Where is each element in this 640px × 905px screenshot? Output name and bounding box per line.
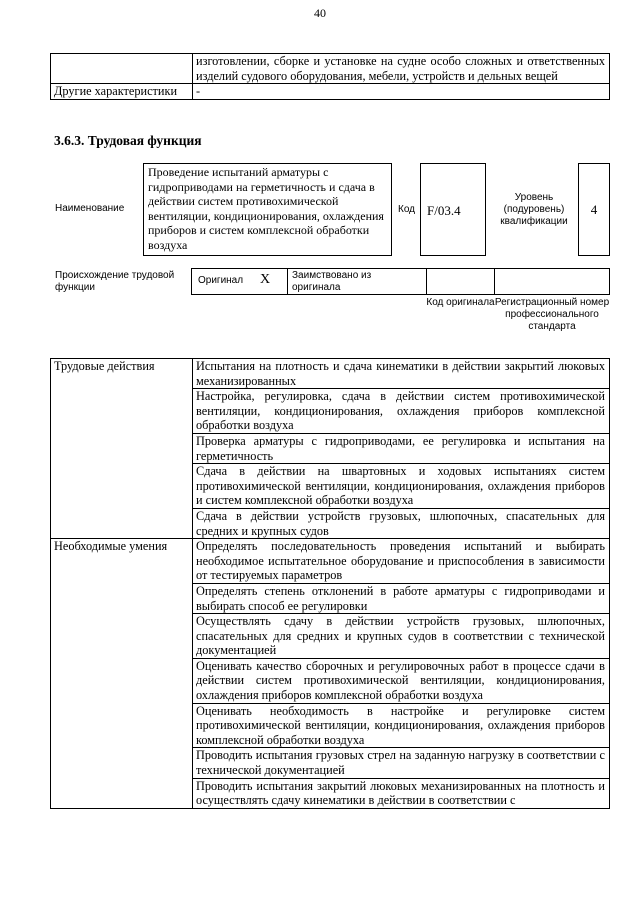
required-skill-item: Осуществлять сдачу в действии устройств грузовых, шлюпочных, спасательных для средних и крупных судов в соответствии с технической документацией [193, 614, 610, 659]
labor-action-item: Испытания на плотность и сдача кинематики в действии закрытий люковых механизированных [193, 359, 610, 389]
labor-action-item: Настройка, регулировка, сдача в действии систем противохимической вентиляции, кондиционирования, охлаждения приборов комплексной обработки воздуха [193, 389, 610, 434]
required-skill-label: Необходимые умения [51, 539, 193, 809]
other-characteristics-label: Другие характеристики [51, 84, 193, 100]
characteristics-table [50, 53, 610, 100]
code-label: Код [398, 204, 416, 215]
table-row [51, 54, 610, 84]
required-skill-item: Оценивать качество сборочных и регулировочных работ в процессе сдачи в действии систем противохимической вентиляции, кондиционирования, охлаждения приборов комплексной обработки воздуха [193, 658, 610, 703]
level-label: Уровень (подуровень) квалификации [500, 192, 568, 227]
original-label: Оригинал [198, 275, 244, 286]
borrowed-label: Заимствовано из оригинала [287, 268, 427, 295]
qualification-level: 4 [578, 163, 610, 256]
labor-action-item: Проверка арматуры с гидроприводами, ее регулировка и испытания на герметичность [193, 433, 610, 463]
function-details-table [50, 358, 610, 809]
table-row [51, 359, 610, 389]
labor-action-item: Сдача в действии устройств грузовых, шлюпочных, спасательных для средних и крупных судов [193, 508, 610, 538]
required-skill-item: Оценивать необходимость в настройке и регулировке систем противохимической вентиляции, кондиционирования, охлаждения приборов комплексной обработки воздуха [193, 703, 610, 748]
page-number: 40 [314, 6, 326, 20]
labor-action-item: Сдача в действии на швартовных и ходовых испытаниях систем противохимической вентиляции, кондиционирования, охлаждения приборов и систем комплексной обработки воздуха [193, 464, 610, 509]
reg-number-cell [494, 268, 610, 295]
original-cell [191, 268, 288, 295]
code-original-cell [426, 268, 495, 295]
name-label: Наименование [55, 203, 125, 214]
code-original-caption: Код оригинала [426, 297, 495, 308]
table-row [51, 84, 610, 100]
required-skill-item: Проводить испытания закрытий люковых механизированных на плотность и осуществлять сдачу кинематики в действии в соответствии с [193, 778, 610, 808]
required-skill-item: Определять последовательность проведения испытаний и выбирать необходимое испытательное оборудование и приспособления в зависимости от тестируемых параметров [193, 539, 610, 584]
continuation-text: изготовлении, сборке и установке на судне особо сложных и ответственных изделий судового оборудования, мебели, устройств и дельных вещей [193, 54, 610, 84]
function-code: F/03.4 [420, 163, 486, 256]
table-row [51, 539, 610, 584]
original-mark: X [260, 272, 271, 287]
reg-number-caption: Регистрационный номер профессионального стандарта [494, 297, 610, 332]
required-skill-item: Проводить испытания грузовых стрел на заданную нагрузку в соответствии с технической документацией [193, 748, 610, 778]
function-name: Проведение испытаний арматуры с гидроприводами на герметичность и сдача в действии систем противохимической вентиляции, кондиционирования, охлаждения приборов и систем комплексной обработки воздуха [143, 163, 392, 256]
labor-action-label: Трудовые действия [51, 359, 193, 539]
required-skill-item: Определять степень отклонений в работе арматуры с гидроприводами и выбирать способ ее регулировки [193, 583, 610, 613]
section-title: 3.6.3. Трудовая функция [54, 133, 202, 148]
empty-cell [51, 54, 193, 84]
other-characteristics-value: - [193, 84, 610, 100]
origin-label: Происхождение трудовой функции [55, 270, 175, 293]
